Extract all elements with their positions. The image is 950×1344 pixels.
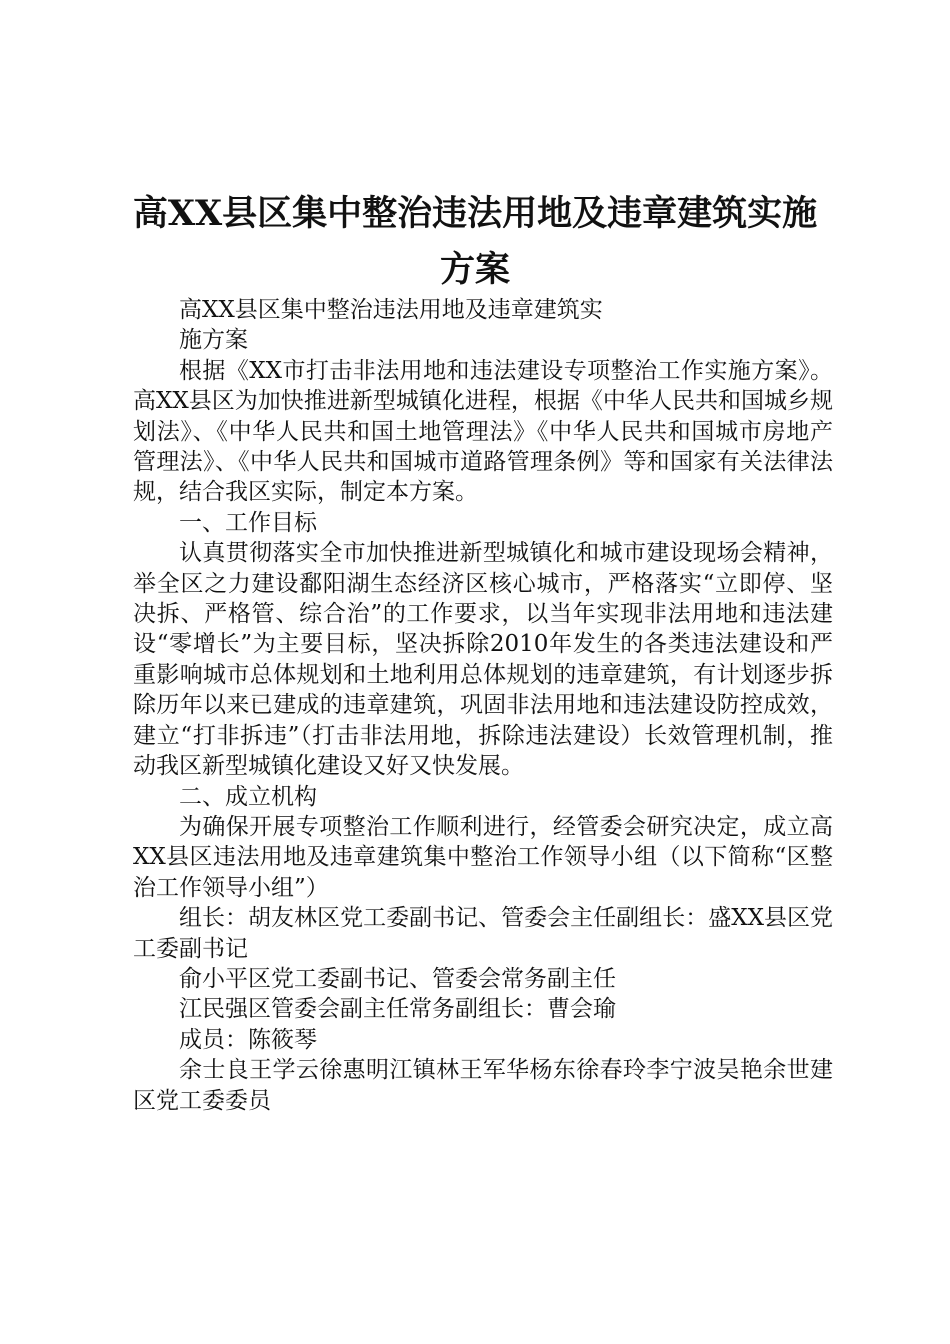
paragraph-deputy-2: 江民强区管委会副主任常务副组长：曹会瑜	[179, 996, 616, 1023]
paragraph-organization: 为确保开展专项整治工作顺利进行，经管委会研究决定，成立高XX县区违法用地及违章建筑集中整治工作领导小组（以下简称“区整治工作领导小组”）	[133, 813, 833, 901]
paragraph-subtitle-line-1: 高XX县区集中整治违法用地及违章建筑实	[179, 297, 603, 323]
section-heading-organization: 二、成立机构	[179, 783, 317, 810]
paragraph-goals: 认真贯彻落实全市加快推进新型城镇化和城市建设现场会精神，举全区之力建设鄱阳湖生态经济区核心城市，严格落实“立即停、坚决拆、严格管、综合治”的工作要求，以当年实现非法用地和违法建设“零增长”为主要目标，坚决拆除2010年发生的各类违法建设和严重影响城市总体规划和土地利用总体规划的违章建筑，有计划逐步拆除历年以来已建成的违章建筑，巩固非法用地和违法建设防控成效，建立“打非拆违”（打击非法用地，拆除违法建设）长效管理机制，推动我区新型城镇化建设又好又快发展。	[133, 540, 833, 780]
paragraph-members-list: 余士良王学云徐惠明江镇林王军华杨东徐春玲李宁波吴艳余世建区党工委委员	[133, 1057, 833, 1114]
paragraph-members-label: 成员：陈筱琴	[179, 1026, 317, 1053]
paragraph-leader: 组长：胡友林区党工委副书记、管委会主任副组长：盛XX县区党工委副书记	[133, 905, 833, 962]
paragraph-deputy-1: 俞小平区党工委副书记、管委会常务副主任	[179, 965, 616, 992]
paragraph-subtitle-line-2: 施方案	[179, 327, 248, 354]
document-body	[133, 295, 833, 1116]
paragraph-preamble: 根据《XX市打击非法用地和违法建设专项整治工作实施方案》。高XX县区为加快推进新型城镇化进程，根据《中华人民共和国城乡规划法》、《中华人民共和国土地管理法》《中华人民共和国城市房地产管理法》、《中华人民共和国城市道路管理条例》等和国家有关法律法规，结合我区实际，制定本方案。	[133, 357, 833, 506]
section-heading-goals: 一、工作目标	[179, 509, 317, 536]
document-title: 高XX县区集中整治违法用地及违章建筑实施方案	[132, 193, 818, 290]
